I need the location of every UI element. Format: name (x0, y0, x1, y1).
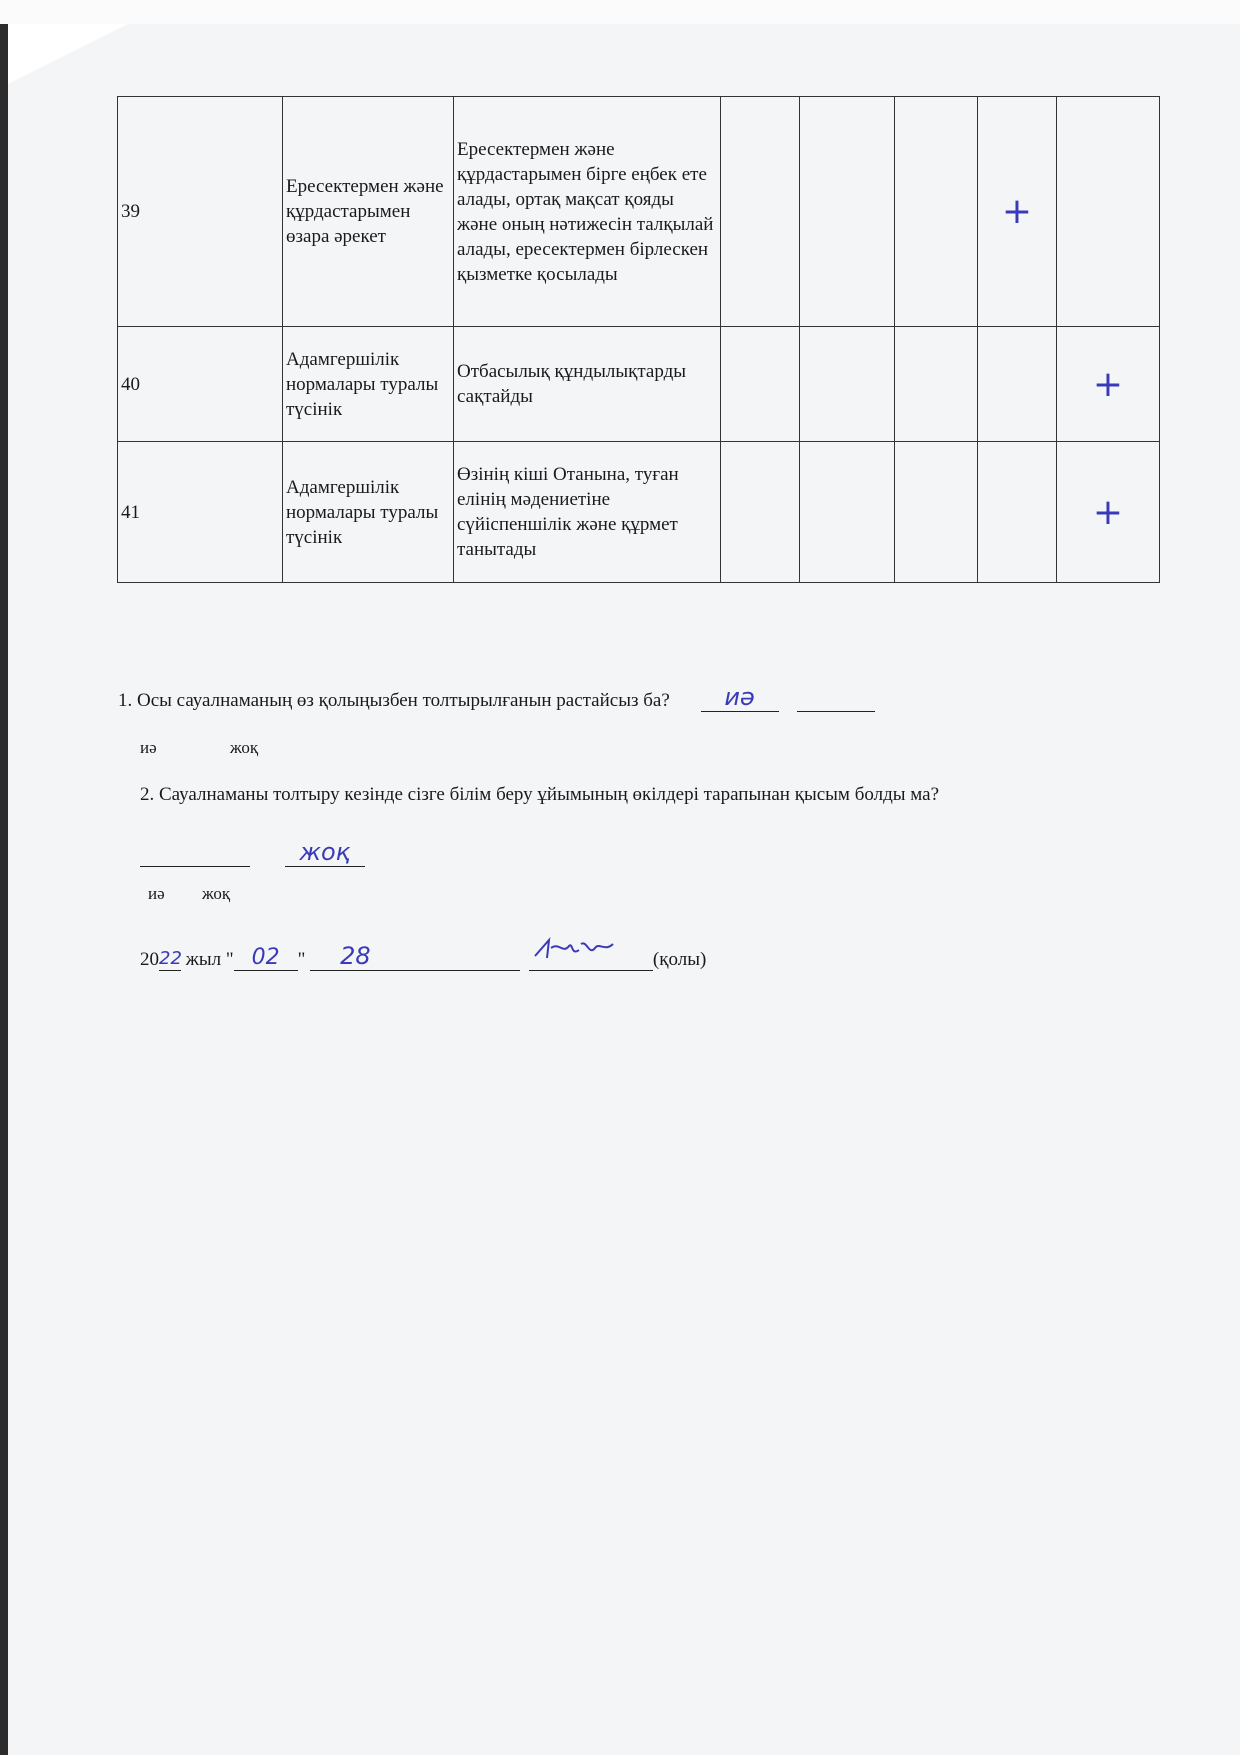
option-yes-label: иә (140, 738, 157, 757)
mark-cell (895, 442, 978, 583)
option-no-label: жоқ (202, 884, 231, 903)
table-row-39 (118, 97, 1160, 327)
row-number: 39 (118, 97, 283, 327)
option-yes-label: иә (148, 884, 165, 903)
plus-mark-cell: + (1057, 327, 1160, 442)
row-number: 41 (118, 442, 283, 583)
signature-label: (қолы) (652, 949, 707, 970)
question-2-answer-lines (140, 838, 365, 867)
answer-2-no-line (285, 838, 365, 867)
signature-line (529, 934, 653, 971)
scan-edge-left (0, 24, 8, 1755)
question-1-options (140, 738, 157, 758)
date-signature-line: 2022 жыл " 02 " 28 (қолы) (140, 934, 706, 971)
competency-cell: Адамгершілік нормалары туралы түсінік (283, 327, 454, 442)
question-1-options (230, 738, 258, 758)
mark-cell (721, 97, 800, 327)
answer-1-handwritten: иә (724, 683, 755, 711)
mark-cell (800, 442, 895, 583)
question-2-text: 2. Сауалнаманы толтыру кезінде сізге білім беру ұйымының өкілдері тарапынан қысым болды ма? (140, 784, 940, 805)
folded-corner (8, 24, 128, 84)
question-2-options (202, 884, 230, 904)
option-no-label: жоқ (230, 738, 259, 757)
indicator-cell: Отбасылық құндылықтарды сақтайды (454, 327, 721, 442)
day-handwritten: 28 (340, 942, 371, 970)
indicator-cell: Өзінің кіші Отанына, туған елінің мәдениетіне сүйіспеншілік және құрмет танытады (454, 442, 721, 583)
year-handwritten: 22 (159, 948, 182, 969)
answer-2-yes-line (140, 844, 250, 867)
question-2-options (148, 884, 165, 904)
day-line (310, 942, 520, 971)
mark-cell (978, 442, 1057, 583)
scan-edge-top (0, 0, 1240, 24)
question-1 (118, 683, 875, 712)
question-1-text: 1. Осы сауалнаманың өз қолыңызбен толтырылғанын растайсыз ба? (118, 690, 670, 711)
answer-1-yes-line (701, 683, 779, 712)
question-2 (140, 784, 939, 806)
row-number: 40 (118, 327, 283, 442)
mark-cell (721, 442, 800, 583)
year-line (159, 948, 181, 971)
plus-mark-cell: + (978, 97, 1057, 327)
month-line (234, 945, 298, 971)
mark-cell (1057, 97, 1160, 327)
plus-mark-cell: + (1057, 442, 1160, 583)
mark-cell (800, 327, 895, 442)
indicator-cell: Ересектермен және құрдастарымен бірге еңбек ете алады, ортақ мақсат қояды және оның нәтижесін талқылай алады, ересектермен бірлескен қызметке қосылады (454, 97, 721, 327)
survey-table (117, 96, 1160, 583)
mark-cell (721, 327, 800, 442)
table-row-41 (118, 442, 1160, 583)
table-row-40 (118, 327, 1160, 442)
handwritten-signature (529, 934, 619, 964)
mark-cell (895, 97, 978, 327)
mark-cell (978, 327, 1057, 442)
competency-cell: Ересектермен және құрдастарымен өзара әрекет (283, 97, 454, 327)
year-word: жыл (185, 949, 222, 970)
answer-2-handwritten: жоқ (299, 838, 351, 866)
month-handwritten: 02 (251, 945, 280, 970)
answer-1-no-line (797, 689, 875, 712)
competency-cell: Адамгершілік нормалары туралы түсінік (283, 442, 454, 583)
mark-cell (895, 327, 978, 442)
year-prefix: 20 (140, 949, 159, 970)
mark-cell (800, 97, 895, 327)
